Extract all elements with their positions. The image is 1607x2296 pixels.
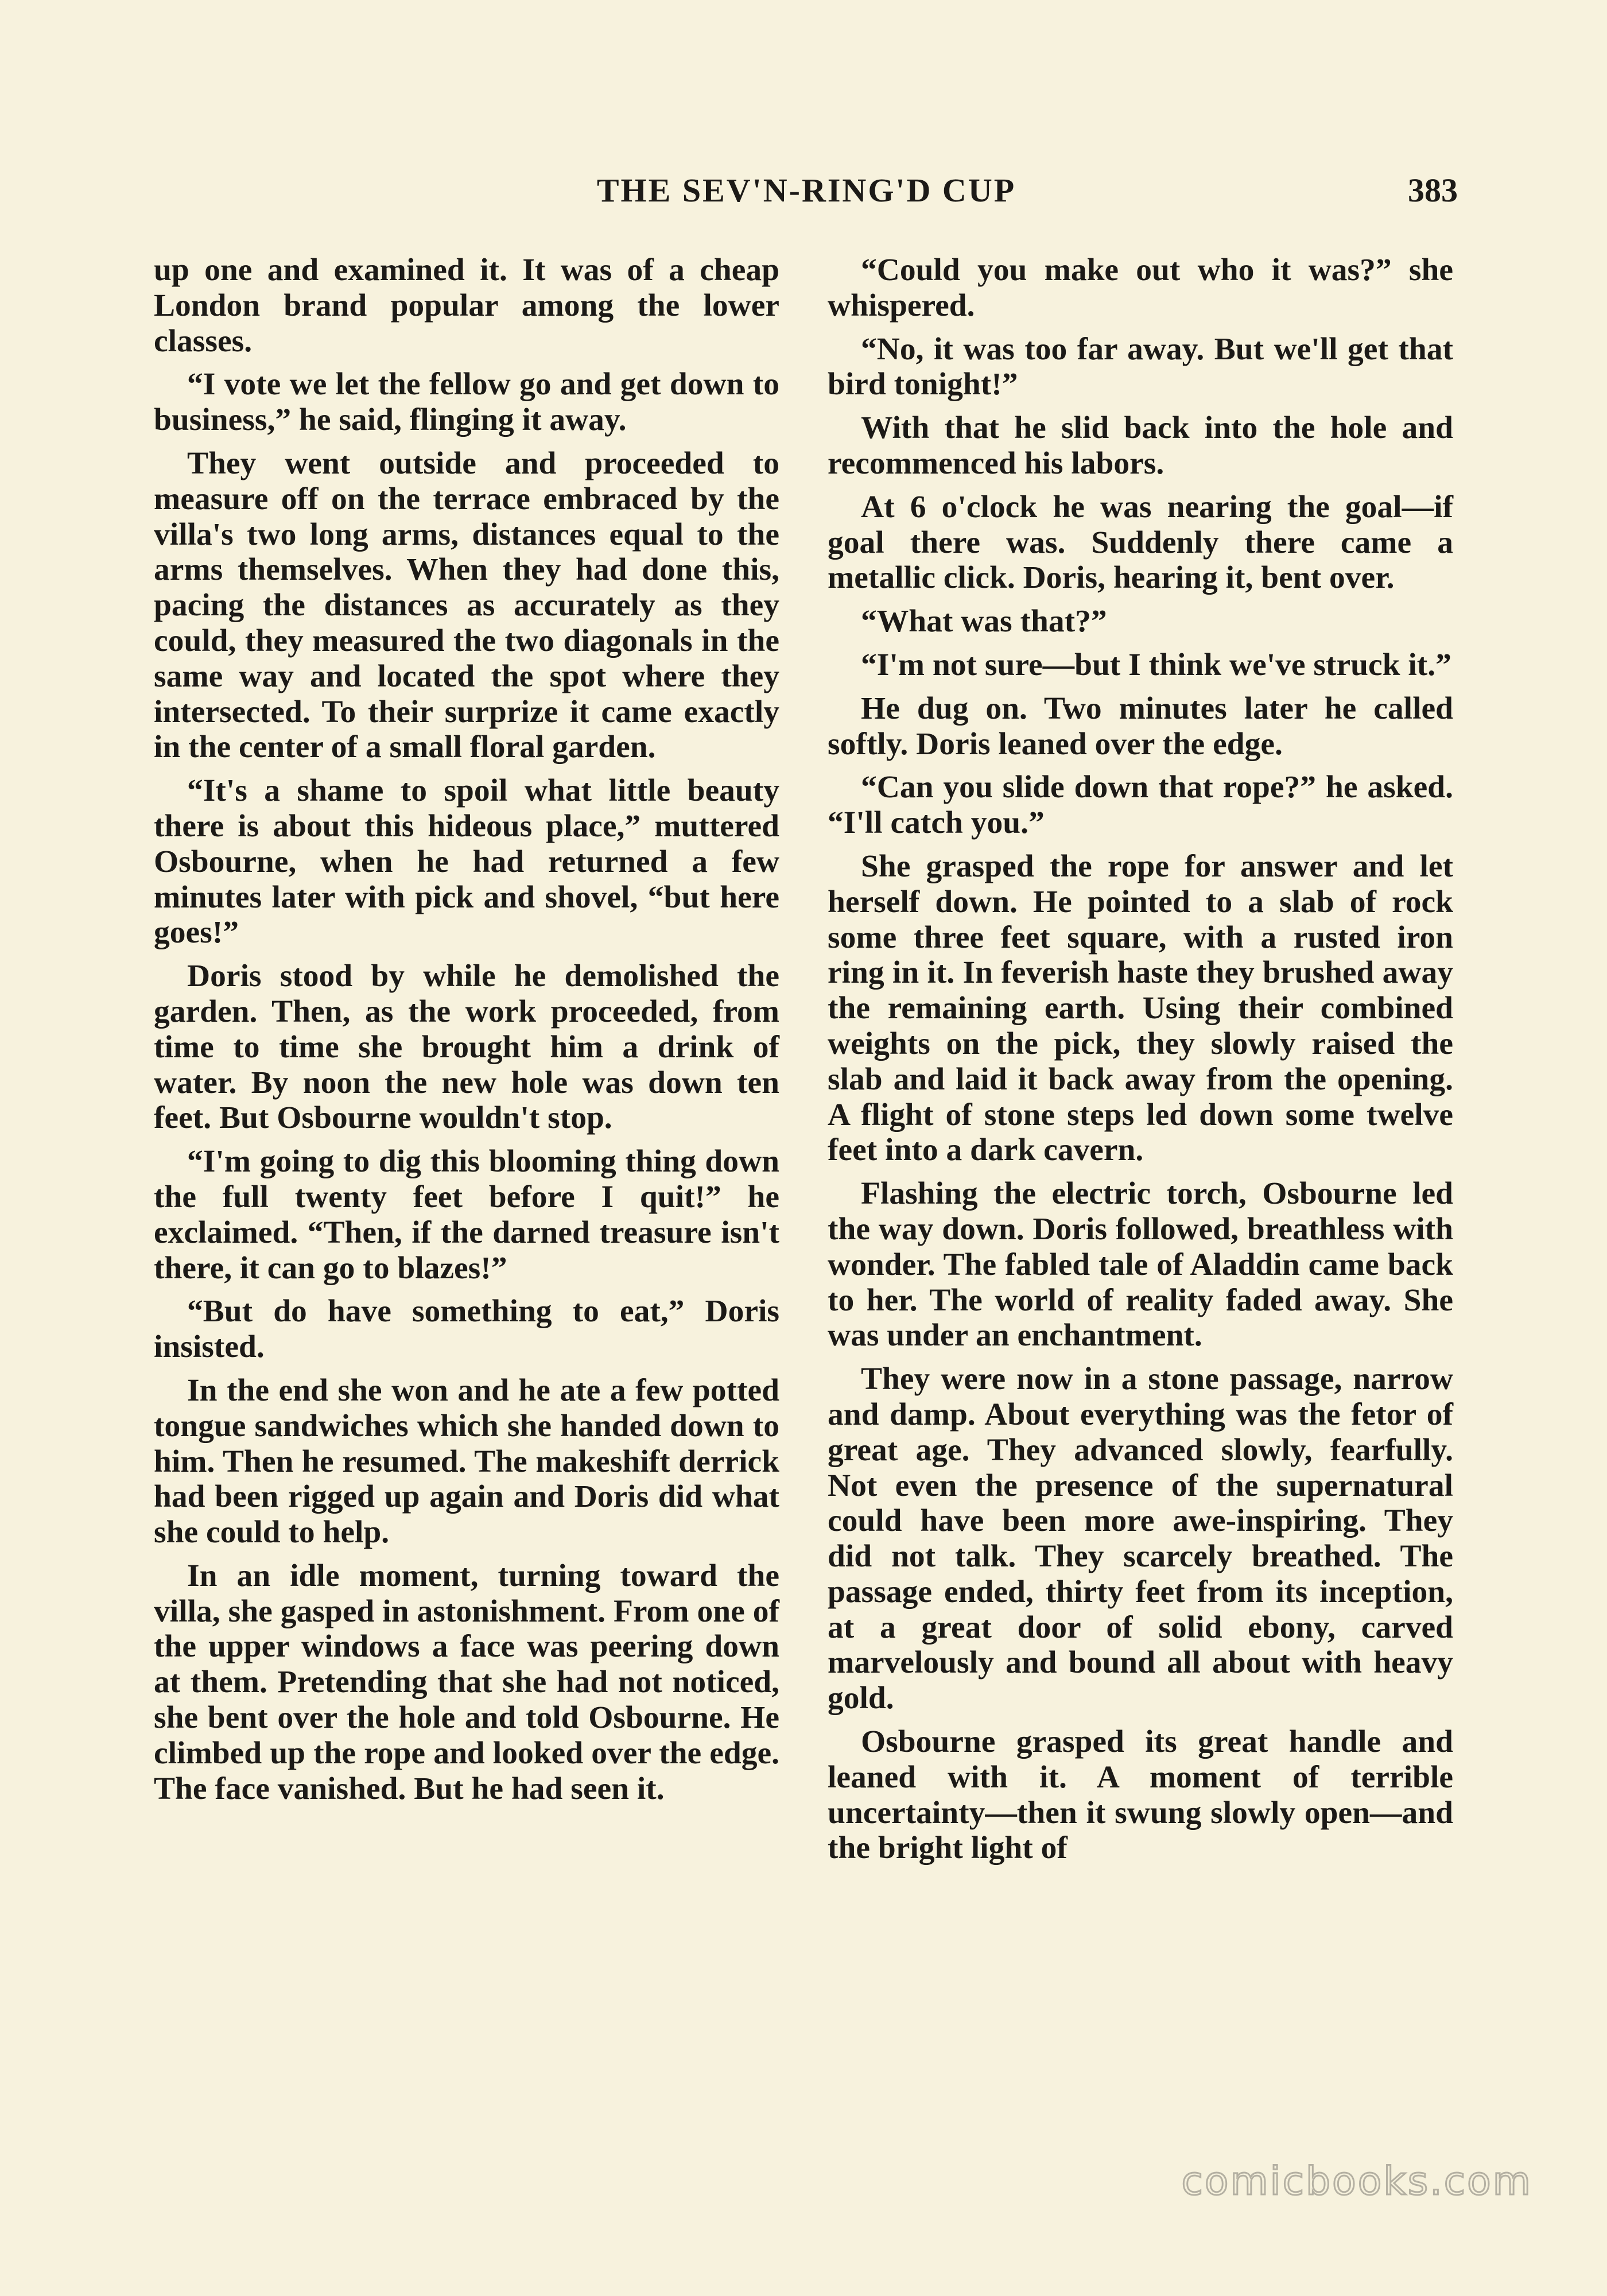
paragraph: With that he slid back into the hole and recommenced his labors. bbox=[828, 410, 1453, 481]
paragraph: “Could you make out who it was?” she whispered. bbox=[828, 253, 1453, 323]
paragraph: “It's a shame to spoil what little beauty there is about this hideous place,” muttered Osbourne, when he had returned a few minutes later with pick and shovel, “but here goes!” bbox=[154, 773, 779, 951]
watermark: comicbooks.com bbox=[1181, 2159, 1532, 2204]
paragraph: In an idle moment, turning toward the villa, she gasped in astonishment. From one of the upper windows a face was peering down at them. Pretending that she had not noticed, she bent over the hole and told Osbourne. He climbed up the rope and looked over the edge. The face vanished. But he had seen it. bbox=[154, 1558, 779, 1806]
paragraph: They were now in a stone passage, narrow and damp. About everything was the fetor of great age. They advanced slowly, fearfully. Not even the presence of the supernatural could have been more awe-inspiring. They did not talk. They scarcely breathed. The passage ended, thirty feet from its inception, at a great door of solid ebony, carved marvelously and bound all about with heavy gold. bbox=[828, 1362, 1453, 1716]
paragraph: Osbourne grasped its great handle and leaned with it. A moment of terrible uncertainty—then it swung slowly open—and the bright light of bbox=[828, 1724, 1453, 1866]
paragraph: At 6 o'clock he was nearing the goal—if goal there was. Suddenly there came a metallic click. Doris, hearing it, bent over. bbox=[828, 489, 1453, 596]
right-column bbox=[828, 253, 1453, 1874]
paragraph: “Can you slide down that rope?” he asked. “I'll catch you.” bbox=[828, 770, 1453, 841]
left-column bbox=[154, 253, 779, 1814]
paragraph: “But do have something to eat,” Doris insisted. bbox=[154, 1294, 779, 1365]
paragraph: Flashing the electric torch, Osbourne led the way down. Doris followed, breathless with wonder. The fabled tale of Aladdin came back to her. The world of reality faded away. She was under an enchantment. bbox=[828, 1176, 1453, 1353]
paragraph: They went outside and proceeded to measure off on the terrace embraced by the villa's two long arms, distances equal to the arms themselves. When they had done this, pacing the distances as accurately as they could, they measured the two diagonals in the same way and located the spot where they intersected. To their surprize it came exactly in the center of a small floral garden. bbox=[154, 445, 779, 765]
paragraph: She grasped the rope for answer and let herself down. He pointed to a slab of rock some three feet square, with a rusted iron ring in it. In feverish haste they brushed away the remaining earth. Using their combined weights on the pick, they slowly raised the slab and laid it back away from the opening. A flight of stone steps led down some twelve feet into a dark cavern. bbox=[828, 848, 1453, 1168]
paragraph: “What was that?” bbox=[861, 604, 1107, 639]
paragraph: He dug on. Two minutes later he called softly. Doris leaned over the edge. bbox=[828, 691, 1453, 762]
paragraph: “I vote we let the fellow go and get down to business,” he said, flinging it away. bbox=[154, 367, 779, 438]
page-number: 383 bbox=[1408, 172, 1458, 209]
running-header bbox=[155, 171, 1458, 217]
paragraph: “I'm not sure—but I think we've struck it.” bbox=[861, 647, 1451, 682]
page-title: THE SEV'N-RING'D CUP bbox=[596, 172, 1016, 209]
paragraph: “I'm going to dig this blooming thing down the full twenty feet before I quit!” he exclaimed. “Then, if the darned treasure isn't there, it can go to blazes!” bbox=[154, 1144, 779, 1286]
paragraph: Doris stood by while he demolished the garden. Then, as the work proceeded, from time to time she brought him a drink of water. By noon the new hole was down ten feet. But Osbourne wouldn't stop. bbox=[154, 959, 779, 1136]
paragraph: “No, it was too far away. But we'll get that bird tonight!” bbox=[828, 331, 1453, 402]
paragraph: up one and examined it. It was of a cheap London brand popular among the lower classes. bbox=[154, 253, 779, 359]
paragraph: In the end she won and he ate a few potted tongue sandwiches which she handed down to him. Then he resumed. The makeshift derrick had been rigged up again and Doris did what she could to help. bbox=[154, 1372, 779, 1550]
